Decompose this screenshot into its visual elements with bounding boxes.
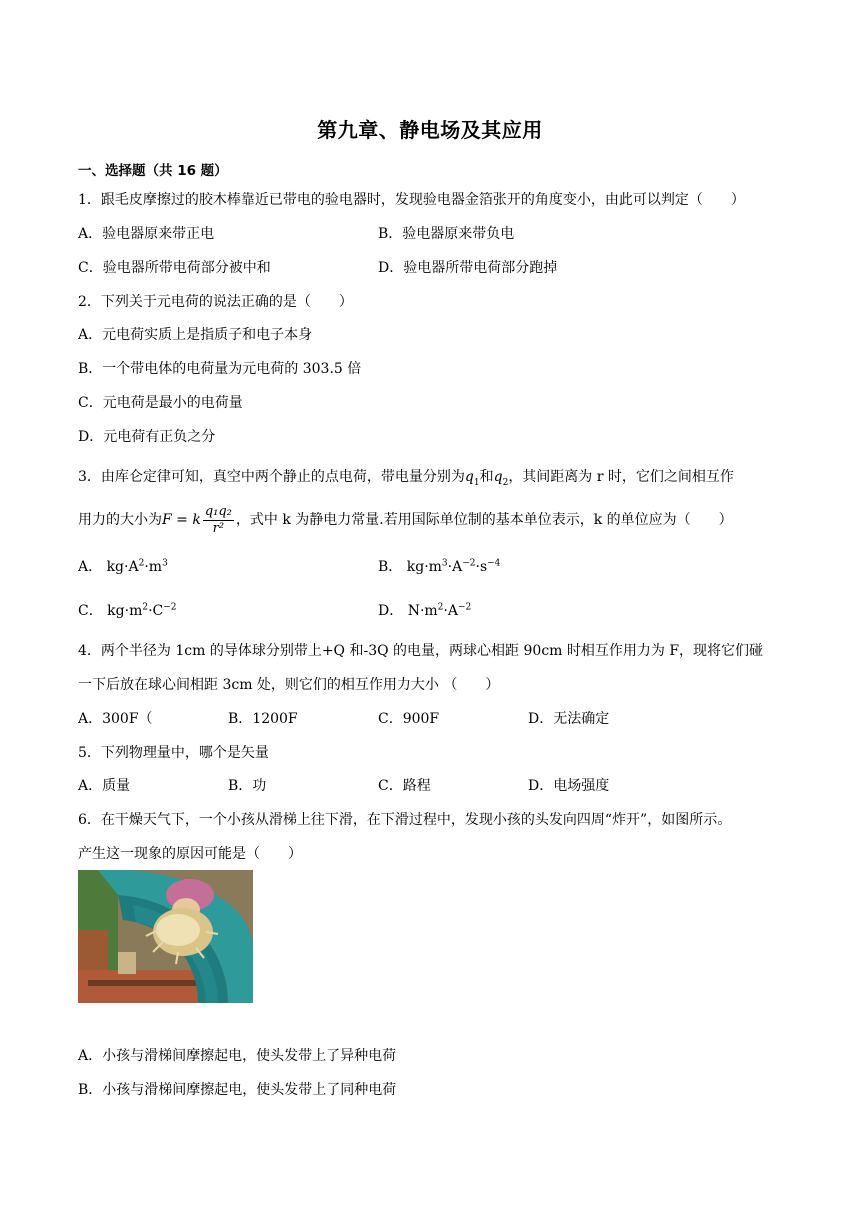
question-1-option-d: D．验电器所带电荷部分跑掉: [378, 260, 558, 276]
question-1-option-a: A．验电器原来带正电: [78, 226, 215, 242]
question-2-option-d: D．元电荷有正负之分: [78, 429, 216, 445]
question-5-option-a: A．质量: [78, 778, 131, 794]
section-heading: 一、选择题（共 16 题）: [78, 163, 228, 179]
coulomb-formula: F = k: [162, 512, 201, 528]
question-2-option-b: B．一个带电体的电荷量为元电荷的 303.5 倍: [78, 361, 362, 377]
question-6-option-b: B．小孩与滑梯间摩擦起电，使头发带上了同种电荷: [78, 1082, 397, 1098]
question-4-option-c: C．900F: [378, 711, 440, 727]
question-5-option-b: B．功: [228, 778, 267, 794]
question-2-option-a: A．元电荷实质上是指质子和电子本身: [78, 327, 313, 343]
question-6-stem-line-2: 产生这一现象的原因可能是（ ）: [78, 846, 302, 862]
question-3-option-c: C． $kg\cdot m^2\cdot C^{-2}$: [78, 602, 177, 619]
question-4-option-d: D．无法确定: [528, 711, 610, 727]
question-5-option-c: C．路程: [378, 778, 431, 794]
question-1-option-b: B．验电器原来带负电: [378, 226, 515, 242]
coulomb-fraction: $\frac{\text{q₁q₂}}{\text{r²}}$: [204, 503, 232, 536]
question-3-option-d: D． $N\cdot m^2\cdot A^{-2}$: [378, 602, 472, 619]
question-3-option-b: B． $kg\cdot m^3\cdot A^{-2}\cdot s^{-4}$: [378, 558, 501, 575]
question-5-stem: 5．下列物理量中，哪个是矢量: [78, 745, 269, 761]
question-4-option-b: B．1200F: [228, 711, 298, 727]
question-6-stem-line-1: 6．在干燥天气下，一个小孩从滑梯上往下滑，在下滑过程中，发现小孩的头发向四周“炸开”，如图所示。: [78, 812, 732, 828]
question-3-option-a: A． $kg\cdot A^2\cdot m^3$: [78, 558, 168, 575]
question-2-option-c: C．元电荷是最小的电荷量: [78, 395, 243, 411]
question-1-option-c: C．验电器所带电荷部分被中和: [78, 260, 271, 276]
question-4-option-a: A．300F（: [78, 711, 153, 727]
question-1-stem: 1．跟毛皮摩擦过的胶木棒靠近已带电的验电器时，发现验电器金箔张开的角度变小，由此可以判定（ ）: [78, 192, 745, 208]
page-title: 第九章、静电场及其应用: [317, 118, 543, 142]
question-3-stem-line-2: 用力的大小为F = k $\frac{\text{q₁q₂}}{\text{r²}}$ ，式中 k 为静电力常量.若用国际单位制的基本单位表示，k 的单位应为（ ）: [78, 503, 733, 536]
question-4-stem-line-2: 一下后放在球心间相距 3cm 处，则它们的相互作用力大小 （ ）: [78, 677, 500, 693]
child-on-slide-photo: [78, 870, 253, 1003]
question-4-stem-line-1: 4．两个半径为 1cm 的导体球分别带上+Q 和-3Q 的电量，两球心相距 90cm 时相互作用力为 F，现将它们碰: [78, 643, 764, 659]
question-3-stem-line-1: 3．由库仑定律可知，真空中两个静止的点电荷，带电量分别为$q_1$和$q_2$，其间距离为 r 时，它们之间相互作: [78, 469, 734, 488]
question-2-stem: 2．下列关于元电荷的说法正确的是（ ）: [78, 294, 353, 310]
question-6-option-a: A．小孩与滑梯间摩擦起电，使头发带上了异种电荷: [78, 1048, 397, 1064]
question-5-option-d: D．电场强度: [528, 778, 610, 794]
